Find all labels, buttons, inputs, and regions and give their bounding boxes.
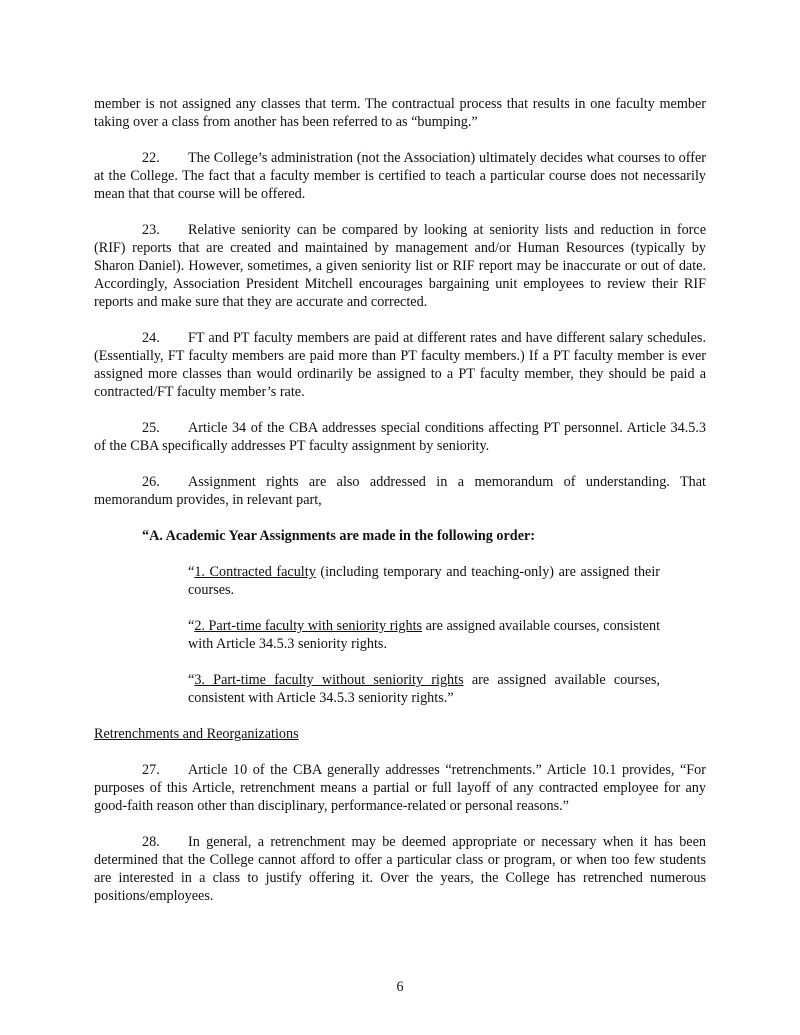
- quote-item-label: 3. Part-time faculty without seniority rights: [194, 672, 464, 688]
- paragraph-28: [94, 833, 706, 905]
- quote-open-mark: “: [188, 672, 195, 688]
- paragraph-number: 23.: [142, 222, 160, 238]
- paragraph-text: Assignment rights are also addressed in a memorandum of understanding. That memorandum provides, in relevant part,: [94, 474, 706, 508]
- paragraph-27: [94, 761, 706, 815]
- paragraph-22: [94, 149, 706, 203]
- paragraph-text: Relative seniority can be compared by looking at seniority lists and reduction in force (RIF) reports that are created and maintained by management and/or Human Resources (typically by Sharon Daniel). However, sometimes, a given seniority list or RIF report may be inaccurate or out of date. Accordingly, Association President Mitchell encourages bargaining unit employees to review their RIF reports and make sure that they are accurate and corrected.: [94, 222, 706, 310]
- document-body: [94, 95, 706, 923]
- page-number: 6: [396, 979, 404, 995]
- paragraph-24: [94, 329, 706, 401]
- paragraph-text: FT and PT faculty members are paid at different rates and have different salary schedules. (Essentially, FT faculty members are paid more than PT faculty members.) If a PT faculty member is ever assigned more classes than would ordinarily be assigned to a PT faculty member, they should be paid a contracted/FT faculty member’s rate.: [94, 330, 706, 400]
- paragraph-number: 28.: [142, 834, 160, 850]
- quote-open-mark: “: [188, 564, 195, 580]
- paragraph-number: 27.: [142, 762, 160, 778]
- section-heading: Retrenchments and Reorganizations: [94, 726, 299, 742]
- paragraph-25: [94, 419, 706, 455]
- quote-item-text: (including temporary and teaching-only) are assigned their courses.: [188, 564, 660, 598]
- paragraph-text: The College’s administration (not the Association) ultimately decides what courses to offer at the College. The fact that a faculty member is certified to teach a particular course does not necessarily mean that that course will be offered.: [94, 150, 706, 202]
- quote-item-1: [188, 563, 660, 599]
- quote-heading: “A. Academic Year Assignments are made in the following order:: [142, 528, 536, 544]
- quote-open-mark: “: [188, 618, 195, 634]
- paragraph-23: [94, 221, 706, 311]
- paragraph-text: Article 34 of the CBA addresses special conditions affecting PT personnel. Article 34.5.3 of the CBA specifically addresses PT faculty assignment by seniority.: [94, 420, 706, 454]
- quote-item-label: 1. Contracted faculty: [194, 564, 316, 580]
- quote-item-label: 2. Part-time faculty with seniority rights: [194, 618, 423, 634]
- paragraph-number: 25.: [142, 420, 160, 436]
- paragraph-text: In general, a retrenchment may be deemed appropriate or necessary when it has been determined that the College cannot afford to offer a particular class or program, or when too few students are interested in a class to justify offering it. Over the years, the College has retrenched numerous positions/employees.: [94, 834, 706, 904]
- paragraph-26: [94, 473, 706, 509]
- paragraph-text: Article 10 of the CBA generally addresses “retrenchments.” Article 10.1 provides, “For purposes of this Article, retrenchment means a partial or full layoff of any contracted employee for any good-faith reason other than disciplinary, performance-related or personal reasons.”: [94, 762, 706, 814]
- paragraph-number: 26.: [142, 474, 160, 490]
- quote-item-2: [188, 617, 660, 653]
- paragraph-number: 24.: [142, 330, 160, 346]
- paragraph-text: member is not assigned any classes that term. The contractual process that results in one faculty member taking over a class from another has been referred to as “bumping.”: [94, 96, 706, 130]
- paragraph-number: 22.: [142, 150, 160, 166]
- paragraph-continuation: [94, 95, 706, 131]
- quote-item-3: [188, 671, 660, 707]
- quote-item-text: are assigned available courses, consistent with Article 34.5.3 seniority rights.”: [188, 672, 660, 706]
- quote-item-text: are assigned available courses, consistent with Article 34.5.3 seniority rights.: [188, 618, 661, 652]
